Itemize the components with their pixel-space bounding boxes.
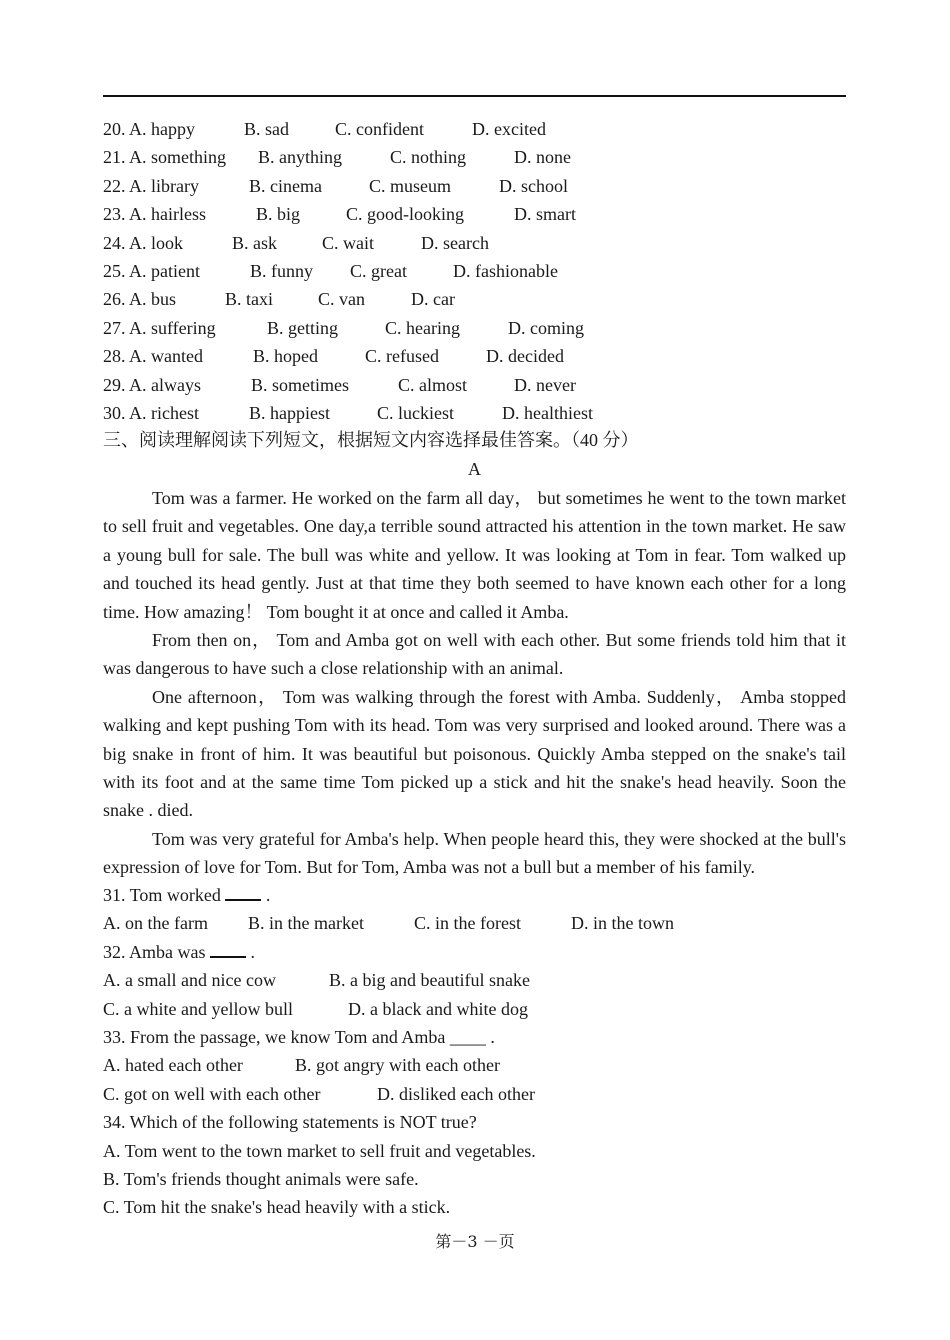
option-b: B. cinema	[249, 175, 322, 196]
option-d: D. excited	[472, 119, 546, 139]
option-b: B. ask	[232, 232, 277, 253]
option-b: B. sometimes	[251, 374, 349, 395]
question-31-options	[103, 909, 846, 937]
question-text: 34. Which of the following statements is NOT true?	[103, 1112, 477, 1133]
option-c: C. van	[318, 289, 365, 310]
paragraph: Tom was a farmer. He worked on the farm all day， but sometimes he went to the town market to sell fruit and vegetables. One day,a terrible sound attracted his attention in the town market. He saw a young bull for sale. The bull was white and yellow. It was looking at Tom in fear. Tom walked up and touched its head gently. Just at that time they both seemed to have known each other for a long time. How amazing！ Tom bought it at once and called it Amba.	[103, 488, 846, 622]
option-a: A. Tom went to the town market to sell fruit and vegetables.	[103, 1140, 536, 1161]
option-a: 27. A. suffering	[103, 317, 216, 338]
question-end: .	[265, 885, 271, 905]
option-d: D. coming	[508, 317, 584, 338]
option-b: B. funny	[250, 260, 313, 281]
option-a: 26. A. bus	[103, 289, 177, 310]
option-c: C. wait	[322, 232, 374, 253]
option-c: C. got on well with each other	[103, 1083, 321, 1104]
question-34-option-a	[103, 1137, 846, 1165]
option-row-29	[103, 371, 846, 399]
paragraph: From then on， Tom and Amba got on well with each other. But some friends told him that it was dangerous to have such a close relationship with an animal.	[103, 630, 846, 679]
option-a: 21. A. something	[103, 147, 227, 168]
option-b: B. Tom's friends thought animals were safe.	[103, 1168, 419, 1189]
question-31	[103, 881, 846, 909]
option-row-24	[103, 229, 846, 257]
option-b: B. sad	[244, 119, 289, 139]
question-text: 32. Amba was	[103, 941, 206, 962]
header-rule	[103, 95, 846, 97]
option-row-30	[103, 399, 846, 427]
option-c: C. almost	[398, 374, 468, 395]
question-text: 31. Tom worked	[103, 885, 221, 905]
question-text: 33. From the passage, we know Tom and Amba ____ .	[103, 1026, 495, 1047]
question-34	[103, 1108, 846, 1136]
option-a: 29. A. always	[103, 374, 201, 395]
option-d: D. never	[514, 374, 576, 395]
question-32-options-1	[103, 966, 846, 994]
option-row-20	[103, 115, 846, 143]
option-row-21	[103, 143, 846, 171]
answer-blank	[225, 883, 261, 901]
option-row-25	[103, 257, 846, 285]
option-d: D. a black and white dog	[348, 998, 528, 1019]
option-a: 23. A. hairless	[103, 204, 206, 225]
reading-passage	[103, 484, 846, 882]
option-c: C. good-looking	[346, 204, 465, 225]
option-c: C. refused	[365, 346, 439, 367]
question-33	[103, 1023, 846, 1051]
option-b: B. happiest	[249, 402, 330, 423]
option-b: B. big	[256, 204, 301, 225]
option-c: C. luckiest	[377, 402, 454, 423]
option-c: C. a white and yellow bull	[103, 998, 293, 1019]
option-d: D. school	[499, 175, 568, 196]
option-d: D. smart	[514, 204, 576, 225]
option-a: 28. A. wanted	[103, 346, 203, 367]
option-b: B. in the market	[248, 913, 364, 934]
paragraph: One afternoon， Tom was walking through the forest with Amba. Suddenly， Amba stopped walking and kept pushing Tom with its head. Tom was very surprised and looked around. There was a big snake in front of him. It was beautiful but poisonous. Quickly Amba stepped on the snake's tail with its foot and at the same time Tom picked up a stick and hit the snake's head heavily. Soon the snake . died.	[103, 686, 846, 821]
option-d: D. fashionable	[453, 260, 558, 281]
option-row-28	[103, 342, 846, 370]
option-a: 25. A. patient	[103, 260, 200, 281]
option-d: D. decided	[486, 346, 564, 367]
questions	[103, 881, 846, 1222]
option-d: D. search	[421, 232, 489, 253]
option-c: C. in the forest	[414, 913, 521, 934]
answer-blank	[210, 940, 246, 958]
option-row-22	[103, 172, 846, 200]
option-row-26	[103, 285, 846, 313]
option-d: D. none	[514, 147, 571, 168]
option-d: D. healthiest	[502, 402, 593, 423]
question-end: .	[250, 941, 255, 962]
option-c: C. confident	[335, 119, 424, 139]
option-d: D. car	[411, 289, 455, 310]
question-33-options-1	[103, 1051, 846, 1079]
option-b: B. got angry with each other	[295, 1055, 500, 1076]
question-33-options-2	[103, 1080, 846, 1108]
option-c: C. hearing	[385, 317, 460, 338]
option-d: D. disliked each other	[377, 1083, 535, 1104]
option-a: 22. A. library	[103, 175, 199, 196]
option-c: C. Tom hit the snake's head heavily with a stick.	[103, 1197, 451, 1218]
option-a: A. hated each other	[103, 1055, 243, 1076]
option-c: C. great	[350, 260, 407, 281]
option-b: B. a big and beautiful snake	[329, 970, 530, 991]
option-row-23	[103, 200, 846, 228]
question-34-option-b	[103, 1165, 846, 1193]
option-b: B. taxi	[225, 289, 273, 310]
option-b: B. hoped	[253, 346, 318, 367]
option-c: C. nothing	[390, 147, 467, 168]
page-number: 第－3 －页	[435, 1232, 515, 1251]
option-a: 30. A. richest	[103, 402, 199, 423]
option-a: A. a small and nice cow	[103, 970, 276, 991]
question-32-options-2	[103, 995, 846, 1023]
option-row-27	[103, 314, 846, 342]
passage-label: A	[468, 459, 481, 479]
section-title: 三、阅读理解阅读下列短文，根据短文内容选择最佳答案。（40 分）	[103, 430, 639, 450]
cloze-options	[103, 115, 846, 427]
option-a: 20. A. happy	[103, 119, 195, 139]
option-a: A. on the farm	[103, 913, 208, 934]
option-c: C. museum	[369, 175, 452, 196]
option-b: B. anything	[258, 147, 342, 168]
option-d: D. in the town	[571, 913, 674, 934]
option-b: B. getting	[267, 317, 338, 338]
question-32	[103, 938, 846, 966]
paragraph: Tom was very grateful for Amba's help. When people heard this, they were shocked at the bull's expression of love for Tom. But for Tom, Amba was not a bull but a member of his family.	[103, 828, 846, 878]
option-a: 24. A. look	[103, 232, 184, 253]
question-34-option-c	[103, 1193, 846, 1221]
